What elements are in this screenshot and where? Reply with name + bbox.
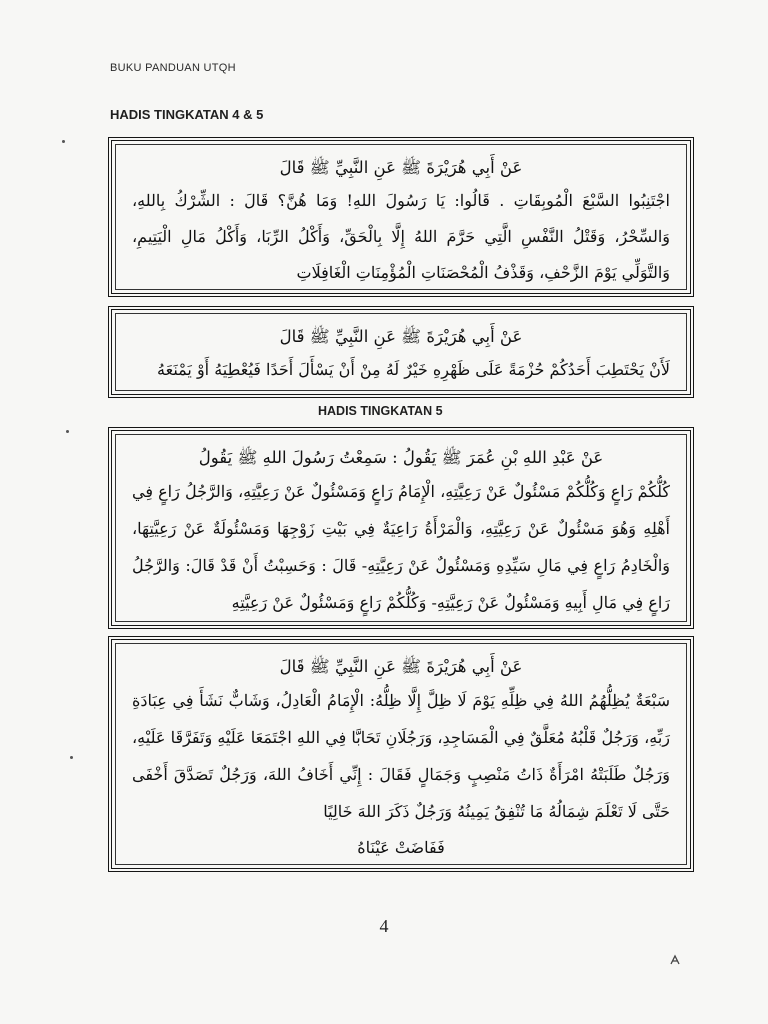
hadith-box-4 [108,636,694,872]
hadith-3-opener: عَنْ عَبْدِ اللهِ بْنِ عُمَرَ ﷺ يَقُولُ : سَمِعْتُ رَسُولَ اللهِ ﷺ يَقُولُ [198,448,604,467]
hadith-4-closer: فَفَاضَتْ عَيْنَاهُ [357,838,445,857]
hadith-box-1 [108,137,694,297]
hadith-3-text: كُلُّكُمْ رَاعٍ وَكُلُّكُمْ مَسْئُولٌ عَنْ رَعِيَّتِهِ، الْإِمَامُ رَاعٍ وَمَسْئُولٌ عَنْ رَعِيَّتِهِ، وَالرَّجُلُ رَاعٍ فِي أَهْلِهِ وَهُوَ مَسْئُولٌ عَنْ رَعِيَّتِهِ، وَالْمَرْأَةُ رَاعِيَةٌ فِي بَيْتِ زَوْجِهَا وَمَسْئُولَةٌ عَنْ رَعِيَّتِهَا، وَالْخَادِمُ رَاعٍ فِي مَالِ سَيِّدِهِ وَمَسْئُولٌ عَنْ رَعِيَّتِهِ- قَالَ : وَحَسِبْتُ أَنْ قَدْ قَالَ: وَالرَّجُلُ رَاعٍ فِي مَالِ أَبِيهِ وَمَسْئُولٌ عَنْ رَعِيَّتِهِ- وَكُلُّكُمْ رَاعٍ وَمَسْئُولٌ عَنْ رَعِيَّتِهِ [132,482,671,612]
scan-speck [62,140,65,143]
hadith-1-opener: عَنْ أَبِي هُرَيْرَةَ ﷺ عَنِ النَّبِيِّ ﷺ قَالَ [279,158,523,177]
hadith-box-3 [108,427,694,629]
hadith-4-opener: عَنْ أَبِي هُرَيْرَةَ ﷺ عَنِ النَّبِيِّ ﷺ قَالَ [279,657,523,676]
hadith-4-text: سَبْعَةٌ يُظِلُّهُمُ اللهُ فِي ظِلِّهِ يَوْمَ لَا ظِلَّ إِلَّا ظِلُّهُ: الْإِمَامُ الْعَادِلُ، وَشَابٌّ نَشَأَ فِي عِبَادَةِ رَبِّهِ، وَرَجُلٌ قَلْبُهُ مُعَلَّقٌ فِي الْمَسَاجِدِ، وَرَجُلَانِ تَحَابَّا فِي اللهِ اجْتَمَعَا عَلَيْهِ وَتَفَرَّقَا عَلَيْهِ، وَرَجُلٌ طَلَبَتْهُ امْرَأَةٌ ذَاتُ مَنْصِبٍ وَجَمَالٍ فَقَالَ : إِنِّي أَخَافُ اللهَ، وَرَجُلٌ تَصَدَّقَ أَخْفَى حَتَّى لَا تَعْلَمَ شِمَالُهُ مَا تُنْفِقُ يَمِينُهُ وَرَجُلٌ ذَكَرَ اللهَ خَالِيًا [132,691,670,821]
page-number: 4 [379,916,389,936]
hadith-2-opener: عَنْ أَبِي هُرَيْرَةَ ﷺ عَنِ النَّبِيِّ ﷺ قَالَ [279,327,523,346]
hadith-box-2 [108,306,694,398]
scan-mark-icon [668,953,682,967]
section-title-tingkatan-4-5: HADIS TINGKATAN 4 & 5 [110,107,264,122]
scan-speck [70,756,73,759]
scan-speck [66,430,69,433]
section-title-tingkatan-5: HADIS TINGKATAN 5 [318,404,443,418]
hadith-1-text: اجْتَنِبُوا السَّبْعَ الْمُوبِقَاتِ . قَالُوا: يَا رَسُولَ اللهِ! وَمَا هُنَّ؟ قَالَ : الشِّرْكُ بِاللهِ، وَالسِّحْرُ، وَقَتْلُ النَّفْسِ الَّتِي حَرَّمَ اللهُ إِلَّا بِالْحَقِّ، وَأَكْلُ الرِّبَا، وَأَكْلُ مَالِ الْيَتِيمِ، وَالتَّوَلِّي يَوْمَ الزَّحْفِ، وَقَذْفُ الْمُحْصَنَاتِ الْمُؤْمِنَاتِ الْغَافِلَاتِ [132,191,670,282]
hadith-2-text: لَأَنْ يَحْتَطِبَ أَحَدُكُمْ حُزْمَةً عَلَى ظَهْرِهِ خَيْرٌ لَهُ مِنْ أَنْ يَسْأَلَ أَحَدًا فَيُعْطِيَهُ أَوْ يَمْنَعَهُ [157,360,670,379]
running-header: BUKU PANDUAN UTQH [110,62,236,74]
